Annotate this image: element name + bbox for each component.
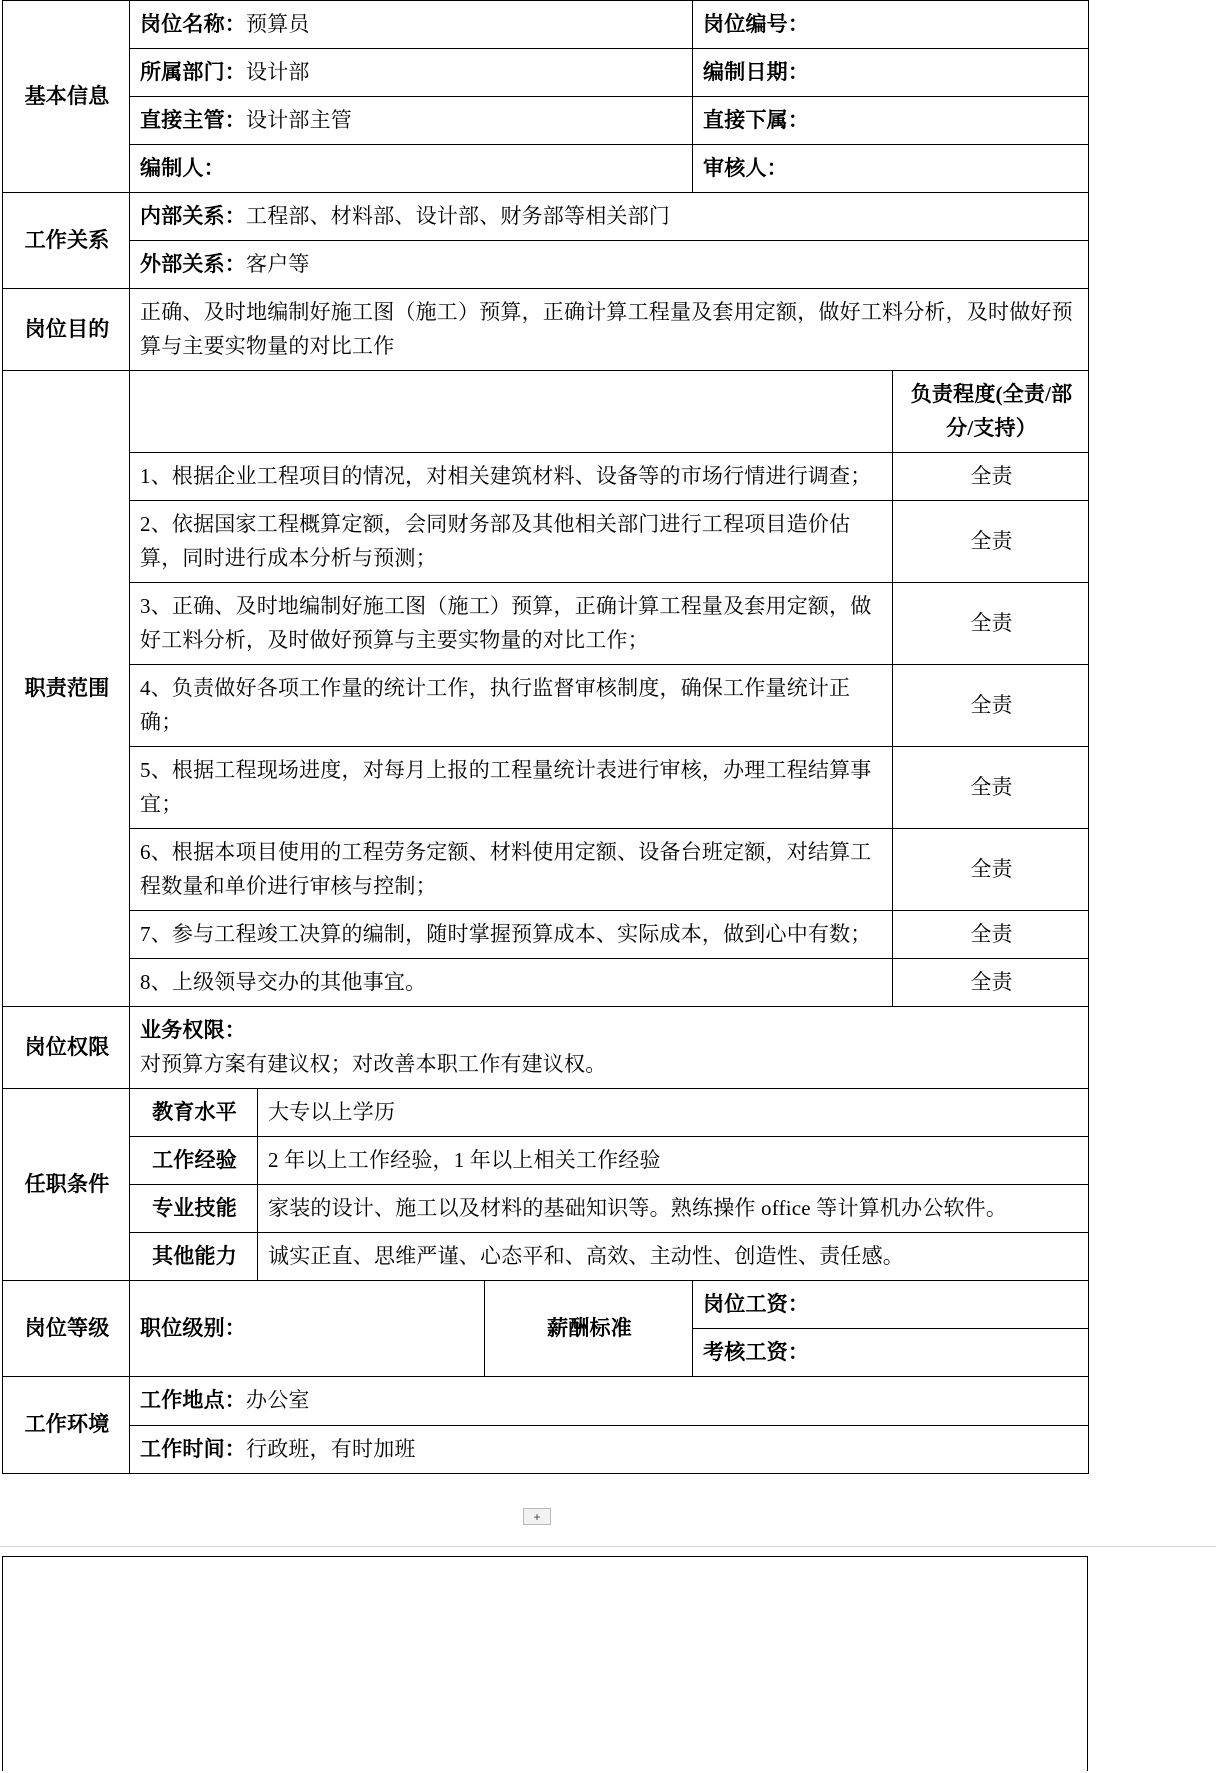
table-row xyxy=(3,241,1089,289)
duty-item-degree: 全责 xyxy=(893,959,1089,1007)
basic-info-reviewer-cell xyxy=(693,145,1089,193)
qualification-value-skills: 家装的设计、施工以及材料的基础知识等。熟练操作 office 等计算机办公软件。 xyxy=(258,1185,1089,1233)
basic-info-job-title-label: 岗位名称： xyxy=(140,12,246,36)
next-page-table-continuation xyxy=(2,1556,1088,1771)
duty-item-text: 2、依据国家工程概算定额，会同财务部及其他相关部门进行工程项目造价估算，同时进行成本分析与预测； xyxy=(130,501,893,583)
section-label-work-relations: 工作关系 xyxy=(3,193,130,289)
table-row xyxy=(3,193,1089,241)
basic-info-supervisor-label: 直接主管： xyxy=(140,108,246,133)
qualification-value-other: 诚实正直、思维严谨、心态平和、高效、主动性、创造性、责任感。 xyxy=(258,1233,1089,1281)
basic-info-preparer-label: 编制人： xyxy=(140,156,225,181)
table-row xyxy=(3,583,1089,665)
section-label-authority: 岗位权限 xyxy=(3,1007,130,1089)
work-environment-location-value[interactable]: 办公室 xyxy=(246,1388,310,1413)
table-row xyxy=(3,289,1089,371)
authority-cell xyxy=(130,1007,1089,1089)
duty-item-text: 8、上级领导交办的其他事宜。 xyxy=(130,959,893,1007)
table-row xyxy=(3,1007,1089,1089)
work-relations-external-value[interactable]: 客户等 xyxy=(246,252,310,277)
work-environment-hours-value[interactable]: 行政班，有时加班 xyxy=(246,1436,416,1461)
work-relations-internal-value[interactable]: 工程部、材料部、设计部、财务部等相关部门 xyxy=(246,204,670,229)
duty-item-degree: 全责 xyxy=(893,829,1089,911)
work-environment-hours-cell xyxy=(130,1425,1089,1473)
basic-info-subordinate-cell xyxy=(693,97,1089,145)
table-row xyxy=(3,1281,1089,1329)
duty-item-text: 4、负责做好各项工作量的统计工作，执行监督审核制度，确保工作量统计正确； xyxy=(130,665,893,747)
job-grade-base-pay-cell xyxy=(693,1281,1089,1329)
qualification-value-experience: 2 年以上工作经验，1 年以上相关工作经验 xyxy=(258,1137,1089,1185)
job-grade-performance-pay-cell xyxy=(693,1329,1089,1377)
basic-info-reviewer-label: 审核人： xyxy=(703,156,788,181)
table-row xyxy=(3,911,1089,959)
basic-info-department-cell xyxy=(130,49,693,97)
table-row xyxy=(3,145,1089,193)
table-row xyxy=(3,829,1089,911)
table-row xyxy=(3,1,1089,49)
duty-item-degree: 全责 xyxy=(893,583,1089,665)
work-relations-external-cell xyxy=(130,241,1089,289)
basic-info-job-title-value[interactable]: 预算员 xyxy=(246,12,310,36)
table-row xyxy=(3,501,1089,583)
basic-info-job-title-cell xyxy=(130,1,693,49)
duty-item-text: 3、正确、及时地编制好施工图（施工）预算，正确计算工程量及套用定额，做好工料分析，及时做好预算与主要实物量的对比工作； xyxy=(130,583,893,665)
basic-info-supervisor-value[interactable]: 设计部主管 xyxy=(246,108,352,133)
section-label-job-purpose: 岗位目的 xyxy=(3,289,130,371)
basic-info-prepare-date-cell xyxy=(693,49,1089,97)
table-row xyxy=(3,97,1089,145)
table-row xyxy=(3,747,1089,829)
table-row xyxy=(3,1425,1089,1473)
qualification-label-experience: 工作经验 xyxy=(130,1137,258,1185)
duty-item-degree: 全责 xyxy=(893,501,1089,583)
work-relations-external-label: 外部关系： xyxy=(140,252,246,277)
qualification-label-skills: 专业技能 xyxy=(130,1185,258,1233)
basic-info-subordinate-label: 直接下属： xyxy=(703,108,810,133)
duty-item-text: 1、根据企业工程项目的情况，对相关建筑材料、设备等的市场行情进行调查； xyxy=(130,453,893,501)
duty-item-degree: 全责 xyxy=(893,747,1089,829)
job-grade-base-pay-label: 岗位工资： xyxy=(703,1292,810,1317)
basic-info-supervisor-cell xyxy=(130,97,693,145)
duty-item-degree: 全责 xyxy=(893,453,1089,501)
duty-item-text: 5、根据工程现场进度，对每月上报的工程量统计表进行审核，办理工程结算事宜； xyxy=(130,747,893,829)
qualification-label-other: 其他能力 xyxy=(130,1233,258,1281)
job-description-table xyxy=(2,0,1089,1474)
basic-info-preparer-cell xyxy=(130,145,693,193)
page-boundary-divider xyxy=(0,1546,1216,1547)
job-grade-performance-pay-label: 考核工资： xyxy=(703,1340,810,1365)
table-row xyxy=(3,1137,1089,1185)
page-break-expand-button[interactable]: + xyxy=(523,1508,551,1525)
section-label-job-grade: 岗位等级 xyxy=(3,1281,130,1377)
job-grade-position-level-cell xyxy=(130,1281,485,1377)
table-row xyxy=(3,1377,1089,1425)
duties-degree-header: 负责程度(全责/部分/支持） xyxy=(893,371,1089,453)
basic-info-job-code-cell xyxy=(693,1,1089,49)
work-environment-hours-label: 工作时间： xyxy=(140,1436,246,1461)
duty-item-text: 6、根据本项目使用的工程劳务定额、材料使用定额、设备台班定额，对结算工程数量和单价进行审核与控制； xyxy=(130,829,893,911)
work-relations-internal-cell xyxy=(130,193,1089,241)
qualification-value-education: 大专以上学历 xyxy=(258,1089,1089,1137)
work-environment-location-label: 工作地点： xyxy=(140,1388,246,1413)
authority-subtitle: 业务权限： xyxy=(140,1018,246,1043)
section-label-duties: 职责范围 xyxy=(3,371,130,1007)
work-relations-internal-label: 内部关系： xyxy=(140,204,246,229)
job-grade-salary-standard-label: 薪酬标准 xyxy=(485,1281,693,1377)
job-grade-position-level-label: 职位级别： xyxy=(140,1316,246,1341)
basic-info-job-code-label: 岗位编号： xyxy=(703,12,810,36)
duties-header-blank xyxy=(130,371,893,453)
table-row xyxy=(3,959,1089,1007)
job-purpose-text: 正确、及时地编制好施工图（施工）预算，正确计算工程量及套用定额，做好工料分析，及时做好预算与主要实物量的对比工作 xyxy=(130,289,1089,371)
section-label-basic-info: 基本信息 xyxy=(3,1,130,193)
table-row xyxy=(3,49,1089,97)
basic-info-department-label: 所属部门： xyxy=(140,60,246,85)
duty-item-degree: 全责 xyxy=(893,911,1089,959)
basic-info-department-value[interactable]: 设计部 xyxy=(246,60,310,85)
duty-item-text: 7、参与工程竣工决算的编制，随时掌握预算成本、实际成本，做到心中有数； xyxy=(130,911,893,959)
duty-item-degree: 全责 xyxy=(893,665,1089,747)
table-row xyxy=(3,371,1089,453)
section-label-work-environment: 工作环境 xyxy=(3,1377,130,1473)
table-row xyxy=(3,1233,1089,1281)
table-row xyxy=(3,453,1089,501)
work-environment-location-cell xyxy=(130,1377,1089,1425)
authority-text: 对预算方案有建议权；对改善本职工作有建议权。 xyxy=(140,1052,607,1077)
table-row xyxy=(3,1089,1089,1137)
basic-info-prepare-date-label: 编制日期： xyxy=(703,60,810,85)
table-row xyxy=(3,1185,1089,1233)
qualification-label-education: 教育水平 xyxy=(130,1089,258,1137)
section-label-qualifications: 任职条件 xyxy=(3,1089,130,1281)
table-row xyxy=(3,665,1089,747)
